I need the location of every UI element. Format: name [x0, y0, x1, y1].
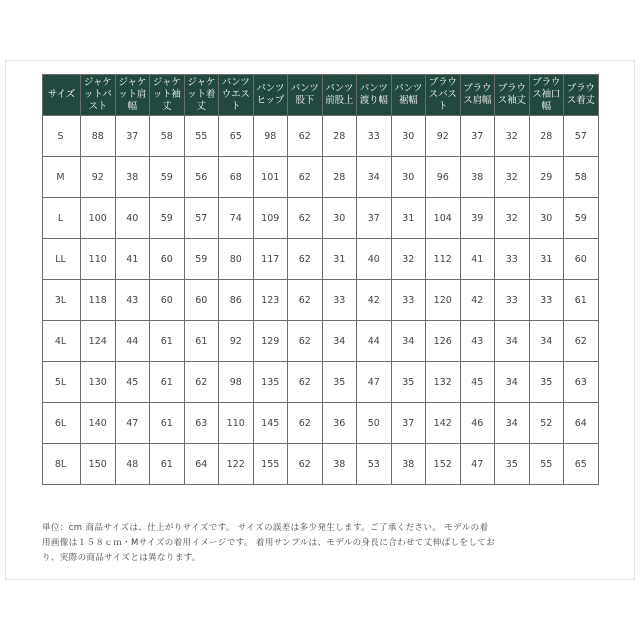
- size-label-cell: 3L: [43, 280, 81, 321]
- table-row: [43, 444, 599, 485]
- table-cell: 88: [81, 116, 116, 157]
- table-cell: 45: [460, 362, 495, 403]
- table-cell: 60: [564, 239, 599, 280]
- table-cell: 126: [426, 321, 461, 362]
- table-cell: 32: [495, 157, 530, 198]
- table-cell: 129: [253, 321, 288, 362]
- table-cell: 41: [460, 239, 495, 280]
- table-cell: 39: [460, 198, 495, 239]
- table-cell: 35: [495, 444, 530, 485]
- table-cell: 122: [219, 444, 254, 485]
- header-cell-blouse-length: ブラウス着丈: [564, 75, 599, 116]
- header-cell-blouse-shoulder: ブラウス肩幅: [460, 75, 495, 116]
- size-label-cell: LL: [43, 239, 81, 280]
- table-cell: 62: [288, 321, 323, 362]
- table-cell: 35: [391, 362, 426, 403]
- header-cell-pants-hip: パンツヒップ: [253, 75, 288, 116]
- table-cell: 62: [288, 403, 323, 444]
- table-cell: 31: [391, 198, 426, 239]
- size-label-cell: 5L: [43, 362, 81, 403]
- table-cell: 124: [81, 321, 116, 362]
- table-cell: 100: [81, 198, 116, 239]
- table-cell: 30: [391, 157, 426, 198]
- table-cell: 60: [150, 280, 185, 321]
- size-label-cell: S: [43, 116, 81, 157]
- table-cell: 52: [529, 403, 564, 444]
- table-cell: 38: [115, 157, 150, 198]
- table-cell: 33: [357, 116, 392, 157]
- size-note-line-3: り、実際の商品サイズとは異なります。: [42, 553, 201, 563]
- table-row: [43, 280, 599, 321]
- table-cell: 110: [81, 239, 116, 280]
- table-cell: 60: [150, 239, 185, 280]
- table-cell: 29: [529, 157, 564, 198]
- table-cell: 62: [288, 157, 323, 198]
- table-cell: 62: [288, 198, 323, 239]
- table-cell: 38: [460, 157, 495, 198]
- header-cell-blouse-cuff: ブラウス袖口幅: [529, 75, 564, 116]
- table-row: [43, 362, 599, 403]
- table-cell: 140: [81, 403, 116, 444]
- table-row: [43, 198, 599, 239]
- header-cell-pants-thigh: パンツ渡り幅: [357, 75, 392, 116]
- table-cell: 34: [495, 362, 530, 403]
- table-cell: 63: [564, 362, 599, 403]
- table-cell: 74: [219, 198, 254, 239]
- table-row: [43, 239, 599, 280]
- table-cell: 57: [564, 116, 599, 157]
- table-row: [43, 403, 599, 444]
- table-cell: 37: [391, 403, 426, 444]
- table-cell: 62: [564, 321, 599, 362]
- table-cell: 59: [150, 157, 185, 198]
- table-cell: 41: [115, 239, 150, 280]
- table-cell: 55: [184, 116, 219, 157]
- table-cell: 117: [253, 239, 288, 280]
- table-cell: 30: [529, 198, 564, 239]
- table-cell: 98: [253, 116, 288, 157]
- table-cell: 53: [357, 444, 392, 485]
- header-cell-size: サイズ: [43, 75, 81, 116]
- table-row: [43, 321, 599, 362]
- header-cell-pants-inseam: パンツ股下: [288, 75, 323, 116]
- table-cell: 47: [115, 403, 150, 444]
- table-cell: 45: [115, 362, 150, 403]
- table-cell: 152: [426, 444, 461, 485]
- table-cell: 34: [322, 321, 357, 362]
- table-cell: 61: [150, 362, 185, 403]
- header-cell-jacket-shoulder: ジャケット肩幅: [115, 75, 150, 116]
- table-cell: 61: [150, 321, 185, 362]
- table-cell: 40: [357, 239, 392, 280]
- table-cell: 37: [115, 116, 150, 157]
- table-cell: 68: [219, 157, 254, 198]
- header-cell-jacket-sleeve: ジャケット袖丈: [150, 75, 185, 116]
- header-cell-blouse-sleeve: ブラウス袖丈: [495, 75, 530, 116]
- table-cell: 36: [322, 403, 357, 444]
- table-cell: 62: [184, 362, 219, 403]
- table-row: [43, 157, 599, 198]
- table-cell: 61: [564, 280, 599, 321]
- table-cell: 58: [564, 157, 599, 198]
- table-cell: 142: [426, 403, 461, 444]
- table-cell: 43: [460, 321, 495, 362]
- table-cell: 118: [81, 280, 116, 321]
- header-cell-pants-front-rise: パンツ前股上: [322, 75, 357, 116]
- table-cell: 63: [184, 403, 219, 444]
- table-cell: 155: [253, 444, 288, 485]
- header-cell-jacket-length: ジャケット着丈: [184, 75, 219, 116]
- table-cell: 65: [564, 444, 599, 485]
- size-chart-header-row: [43, 75, 599, 116]
- table-cell: 33: [495, 239, 530, 280]
- table-cell: 32: [495, 116, 530, 157]
- table-cell: 86: [219, 280, 254, 321]
- table-cell: 35: [529, 362, 564, 403]
- table-cell: 61: [150, 444, 185, 485]
- header-cell-pants-hem: パンツ裾幅: [391, 75, 426, 116]
- table-cell: 47: [357, 362, 392, 403]
- table-cell: 104: [426, 198, 461, 239]
- table-cell: 65: [219, 116, 254, 157]
- table-cell: 57: [184, 198, 219, 239]
- table-cell: 80: [219, 239, 254, 280]
- table-cell: 31: [529, 239, 564, 280]
- table-cell: 33: [391, 280, 426, 321]
- table-cell: 33: [529, 280, 564, 321]
- table-cell: 62: [288, 280, 323, 321]
- table-cell: 110: [219, 403, 254, 444]
- table-cell: 37: [357, 198, 392, 239]
- size-label-cell: 8L: [43, 444, 81, 485]
- table-cell: 132: [426, 362, 461, 403]
- table-cell: 62: [288, 362, 323, 403]
- table-cell: 145: [253, 403, 288, 444]
- table-cell: 60: [184, 280, 219, 321]
- table-cell: 44: [115, 321, 150, 362]
- size-label-cell: M: [43, 157, 81, 198]
- table-cell: 34: [495, 403, 530, 444]
- table-row: [43, 116, 599, 157]
- table-cell: 47: [460, 444, 495, 485]
- table-cell: 92: [219, 321, 254, 362]
- table-cell: 62: [288, 116, 323, 157]
- header-cell-jacket-bust: ジャケットバスト: [81, 75, 116, 116]
- table-cell: 43: [115, 280, 150, 321]
- table-cell: 92: [426, 116, 461, 157]
- table-cell: 44: [357, 321, 392, 362]
- table-cell: 150: [81, 444, 116, 485]
- table-cell: 28: [529, 116, 564, 157]
- table-cell: 42: [357, 280, 392, 321]
- table-cell: 28: [322, 157, 357, 198]
- table-cell: 92: [81, 157, 116, 198]
- table-cell: 48: [115, 444, 150, 485]
- table-cell: 64: [564, 403, 599, 444]
- table-cell: 31: [322, 239, 357, 280]
- table-cell: 96: [426, 157, 461, 198]
- table-cell: 123: [253, 280, 288, 321]
- table-cell: 130: [81, 362, 116, 403]
- table-cell: 34: [495, 321, 530, 362]
- table-cell: 101: [253, 157, 288, 198]
- table-cell: 35: [322, 362, 357, 403]
- size-note-line-1: 単位：cm 商品サイズは、仕上がりサイズです。 サイズの誤差は多少発生します。ご了承ください。 モデルの着: [42, 523, 489, 533]
- table-cell: 34: [357, 157, 392, 198]
- size-chart-table: [42, 74, 599, 485]
- table-cell: 58: [150, 116, 185, 157]
- table-cell: 34: [529, 321, 564, 362]
- table-cell: 30: [322, 198, 357, 239]
- table-cell: 42: [460, 280, 495, 321]
- table-cell: 112: [426, 239, 461, 280]
- table-cell: 38: [391, 444, 426, 485]
- table-cell: 135: [253, 362, 288, 403]
- table-cell: 62: [288, 239, 323, 280]
- table-cell: 46: [460, 403, 495, 444]
- size-label-cell: 4L: [43, 321, 81, 362]
- table-cell: 120: [426, 280, 461, 321]
- table-cell: 33: [322, 280, 357, 321]
- table-cell: 50: [357, 403, 392, 444]
- table-cell: 59: [564, 198, 599, 239]
- table-cell: 59: [184, 239, 219, 280]
- table-cell: 38: [322, 444, 357, 485]
- table-cell: 64: [184, 444, 219, 485]
- table-cell: 61: [150, 403, 185, 444]
- size-label-cell: 6L: [43, 403, 81, 444]
- size-note-line-2: 用画像は１５８ｃｍ・Mサイズの着用イメージです。 着用サンプルは、モデルの身長に合わせて丈伸ばしをしてお: [42, 538, 496, 548]
- header-cell-pants-waist: パンツウエスト: [219, 75, 254, 116]
- table-cell: 33: [495, 280, 530, 321]
- table-cell: 61: [184, 321, 219, 362]
- table-cell: 28: [322, 116, 357, 157]
- table-cell: 40: [115, 198, 150, 239]
- header-cell-blouse-bust: ブラウスバスト: [426, 75, 461, 116]
- table-cell: 98: [219, 362, 254, 403]
- table-cell: 59: [150, 198, 185, 239]
- table-cell: 32: [391, 239, 426, 280]
- table-cell: 55: [529, 444, 564, 485]
- size-label-cell: L: [43, 198, 81, 239]
- table-cell: 62: [288, 444, 323, 485]
- size-note: [42, 521, 602, 566]
- table-cell: 109: [253, 198, 288, 239]
- table-cell: 30: [391, 116, 426, 157]
- table-cell: 37: [460, 116, 495, 157]
- table-cell: 34: [391, 321, 426, 362]
- table-cell: 32: [495, 198, 530, 239]
- table-cell: 56: [184, 157, 219, 198]
